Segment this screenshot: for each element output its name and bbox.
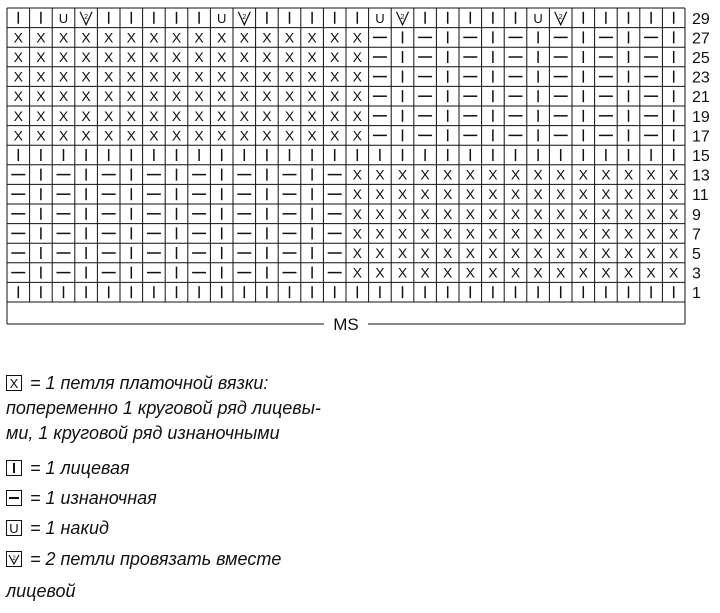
garter-stitch: X — [126, 49, 136, 65]
garter-stitch: X — [307, 49, 317, 65]
knit-two-together-count: 2 — [84, 13, 89, 21]
garter-stitch: X — [601, 225, 611, 242]
garter-stitch: X — [443, 186, 453, 203]
garter-stitch: X — [443, 264, 453, 281]
garter-stitch: X — [533, 205, 543, 222]
garter-stitch: X — [443, 166, 453, 183]
garter-stitch: X — [352, 68, 362, 85]
garter-stitch: X — [239, 127, 249, 144]
garter-stitch: X — [194, 127, 204, 144]
legend-k2tog-line1: = 2 петли провязать вместе — [30, 548, 282, 569]
yarn-over: U — [375, 10, 385, 26]
garter-stitch: X — [81, 29, 91, 46]
garter-stitch: X — [104, 68, 114, 85]
garter-stitch: X — [81, 49, 91, 65]
row-number: 11 — [692, 187, 709, 205]
garter-stitch: X — [330, 88, 340, 105]
garter-stitch: X — [375, 186, 385, 203]
garter-stitch: X — [81, 88, 91, 105]
garter-stitch: X — [36, 68, 46, 85]
garter-stitch: X — [104, 29, 114, 46]
row-number: 21 — [692, 89, 710, 107]
garter-stitch: X — [488, 166, 498, 183]
garter-stitch: X — [375, 225, 385, 242]
row-number: 7 — [692, 226, 701, 244]
garter-stitch: X — [669, 245, 679, 261]
garter-stitch: X — [58, 88, 69, 105]
garter-stitch: X — [262, 107, 272, 124]
garter-stitch: X — [556, 264, 566, 281]
purl-stitch-icon — [6, 490, 22, 506]
garter-stitch: X — [171, 29, 182, 46]
garter-stitch: X — [171, 127, 182, 144]
garter-stitch: X — [217, 127, 227, 144]
garter-stitch: X — [171, 88, 182, 105]
garter-stitch: X — [601, 166, 611, 183]
garter-stitch: X — [36, 127, 46, 144]
garter-stitch: X — [58, 107, 69, 124]
garter-stitch: X — [171, 68, 182, 85]
garter-stitch: X — [646, 225, 656, 242]
garter-stitch: X — [330, 68, 340, 85]
knit-two-together-count: 2 — [400, 13, 405, 21]
legend-knit-text: = 1 лицевая — [30, 457, 130, 478]
garter-stitch: X — [330, 127, 340, 144]
garter-stitch: X — [217, 88, 227, 105]
garter-stitch: X — [352, 107, 362, 124]
garter-stitch: X — [556, 166, 566, 183]
garter-stitch: X — [284, 88, 295, 105]
garter-stitch: X — [149, 127, 159, 144]
garter-stitch: X — [352, 29, 362, 46]
repeat-label: MS — [333, 315, 359, 334]
garter-stitch: X — [465, 205, 475, 222]
yarn-over: U — [217, 10, 227, 26]
garter-stitch: X — [646, 186, 656, 203]
garter-stitch: X — [239, 107, 249, 124]
garter-stitch: X — [510, 225, 521, 242]
garter-stitch: X — [330, 107, 340, 124]
garter-stitch: X — [669, 186, 679, 203]
knit-two-together-icon — [6, 551, 22, 567]
garter-stitch: X — [375, 166, 385, 183]
garter-stitch: X — [646, 205, 656, 222]
garter-stitch: X — [284, 68, 295, 85]
garter-stitch: X — [284, 49, 295, 65]
garter-stitch: X — [239, 29, 249, 46]
row-number: 5 — [692, 246, 701, 263]
garter-stitch: X — [194, 68, 204, 85]
garter-stitch: X — [510, 205, 521, 222]
garter-stitch: X — [262, 29, 272, 46]
legend-garter-line3: ми, 1 круговой ряд изнаночными — [6, 423, 280, 443]
garter-stitch: X — [623, 205, 634, 222]
garter-stitch: X — [420, 205, 430, 222]
garter-stitch: X — [58, 49, 69, 65]
garter-stitch: X — [352, 88, 362, 105]
garter-stitch: X — [307, 68, 317, 85]
legend-k2tog-line2: лицевой — [6, 581, 76, 601]
garter-stitch: X — [13, 127, 23, 144]
garter-stitch: X — [352, 225, 362, 242]
garter-stitch: X — [465, 264, 475, 281]
garter-stitch: X — [443, 225, 453, 242]
garter-stitch: X — [556, 225, 566, 242]
garter-stitch: X — [36, 88, 46, 105]
garter-stitch: X — [307, 127, 317, 144]
garter-stitch: X — [13, 88, 23, 105]
garter-stitch: X — [465, 225, 475, 242]
garter-stitch: X — [601, 205, 611, 222]
garter-stitch: X — [375, 245, 385, 261]
garter-stitch: X — [420, 245, 430, 261]
garter-stitch: X — [420, 225, 430, 242]
garter-stitch: X — [352, 245, 362, 261]
legend-yarn-over-text: = 1 накид — [30, 517, 109, 538]
garter-stitch: X — [104, 107, 114, 124]
garter-stitch: X — [623, 186, 634, 203]
garter-stitch: X — [601, 186, 611, 203]
garter-stitch: X — [217, 68, 227, 85]
garter-stitch: X — [488, 186, 498, 203]
knit-two-together-count: 2 — [558, 13, 563, 21]
garter-stitch: X — [194, 107, 204, 124]
legend-k2tog — [6, 548, 281, 570]
garter-stitch: X — [194, 49, 204, 65]
legend-yarn-over — [6, 517, 109, 539]
garter-stitch: X — [669, 225, 679, 242]
garter-stitch: X — [556, 186, 566, 203]
garter-stitch: X — [126, 127, 136, 144]
garter-stitch: X — [352, 49, 362, 65]
garter-stitch: X — [420, 186, 430, 203]
garter-stitch: X — [646, 264, 656, 281]
garter-stitch: X — [488, 264, 498, 281]
row-number: 3 — [692, 265, 701, 283]
garter-stitch: X — [149, 49, 159, 65]
garter-stitch: X — [13, 68, 23, 85]
garter-stitch: X — [284, 29, 295, 46]
garter-stitch: X — [397, 264, 408, 281]
garter-stitch: X — [126, 88, 136, 105]
garter-stitch: X — [217, 49, 227, 65]
garter-stitch: X — [420, 166, 430, 183]
row-number: 15 — [692, 148, 710, 165]
garter-stitch: X — [330, 29, 340, 46]
row-number: 23 — [692, 69, 710, 87]
legend-garter-line2: попеременно 1 круговой ряд лицевы- — [6, 398, 321, 418]
garter-stitch: X — [217, 107, 227, 124]
garter-stitch: X — [397, 166, 408, 183]
garter-stitch: X — [217, 29, 227, 46]
garter-stitch: X — [397, 205, 408, 222]
row-number: 27 — [692, 30, 710, 48]
yarn-over: U — [533, 10, 543, 26]
knit-two-together-count: 2 — [242, 13, 247, 21]
garter-stitch: X — [262, 88, 272, 105]
garter-stitch: X — [601, 245, 611, 261]
garter-stitch: X — [149, 88, 159, 105]
garter-stitch: X — [307, 107, 317, 124]
garter-stitch: X — [375, 205, 385, 222]
legend-garter-line1: = 1 петля платочной вязки: — [30, 372, 269, 393]
garter-stitch: X — [81, 107, 91, 124]
garter-stitch: X — [465, 166, 475, 183]
garter-stitch: X — [284, 127, 295, 144]
garter-stitch: X — [669, 166, 679, 183]
garter-stitch: X — [352, 166, 362, 183]
yarn-over-icon: U — [6, 520, 22, 536]
garter-stitch: X — [58, 29, 69, 46]
garter-stitch: X — [126, 107, 136, 124]
garter-stitch: X — [104, 127, 114, 144]
row-number: 1 — [692, 285, 701, 303]
garter-stitch: X — [239, 68, 249, 85]
garter-stitch: X — [623, 225, 634, 242]
garter-stitch: X — [104, 88, 114, 105]
garter-stitch: X — [81, 127, 91, 144]
garter-stitch: X — [465, 186, 475, 203]
garter-stitch: X — [465, 245, 475, 261]
garter-stitch: X — [578, 166, 588, 183]
garter-stitch: X — [578, 186, 588, 203]
garter-stitch: X — [171, 107, 182, 124]
garter-stitch: X — [126, 68, 136, 85]
garter-stitch: X — [194, 88, 204, 105]
garter-stitch: X — [578, 264, 588, 281]
garter-stitch: X — [533, 186, 543, 203]
garter-stitch: X — [488, 245, 498, 261]
garter-stitch: X — [58, 68, 69, 85]
legend-purl — [6, 487, 157, 509]
row-number: 9 — [692, 206, 701, 224]
garter-stitch: X — [397, 225, 408, 242]
knit-stitch-icon — [6, 460, 22, 476]
garter-stitch: X — [307, 29, 317, 46]
garter-stitch: X — [58, 127, 69, 144]
garter-stitch: X — [352, 205, 362, 222]
garter-stitch: X — [239, 88, 249, 105]
garter-stitch: X — [36, 107, 46, 124]
legend-garter — [6, 372, 268, 394]
garter-stitch: X — [488, 205, 498, 222]
garter-stitch: X — [556, 245, 566, 261]
garter-stitch: X — [510, 166, 521, 183]
garter-stitch: X — [601, 264, 611, 281]
garter-stitch: X — [81, 68, 91, 85]
row-number: 29 — [692, 10, 710, 28]
garter-stitch: X — [13, 29, 23, 46]
garter-stitch-icon: X — [6, 375, 22, 391]
garter-stitch: X — [375, 264, 385, 281]
garter-stitch: X — [352, 264, 362, 281]
garter-stitch: X — [194, 29, 204, 46]
legend-purl-text: = 1 изнаночная — [30, 487, 157, 508]
garter-stitch: X — [669, 264, 679, 281]
row-number: 17 — [692, 128, 710, 146]
garter-stitch: X — [239, 49, 249, 65]
garter-stitch: X — [556, 205, 566, 222]
garter-stitch: X — [510, 245, 521, 261]
garter-stitch: X — [397, 245, 408, 261]
svg-text:2: 2 — [12, 556, 16, 562]
garter-stitch: X — [284, 107, 295, 124]
garter-stitch: X — [578, 245, 588, 261]
garter-stitch: X — [578, 225, 588, 242]
garter-stitch: X — [149, 68, 159, 85]
garter-stitch: X — [352, 127, 362, 144]
garter-stitch: X — [488, 225, 498, 242]
garter-stitch: X — [262, 49, 272, 65]
row-number: 13 — [692, 167, 710, 185]
garter-stitch: X — [13, 49, 23, 65]
garter-stitch: X — [352, 186, 362, 203]
garter-stitch: X — [104, 49, 114, 65]
garter-stitch: X — [646, 166, 656, 183]
garter-stitch: X — [397, 186, 408, 203]
garter-stitch: X — [646, 245, 656, 261]
garter-stitch: X — [623, 166, 634, 183]
garter-stitch: X — [149, 29, 159, 46]
garter-stitch: X — [307, 88, 317, 105]
garter-stitch: X — [510, 264, 521, 281]
garter-stitch: X — [171, 49, 182, 65]
garter-stitch: X — [623, 264, 634, 281]
garter-stitch: X — [533, 166, 543, 183]
garter-stitch: X — [13, 107, 23, 124]
garter-stitch: X — [623, 245, 634, 261]
legend-knit — [6, 457, 130, 479]
yarn-over: U — [58, 10, 69, 26]
garter-stitch: X — [149, 107, 159, 124]
row-number: 19 — [692, 108, 710, 126]
garter-stitch: X — [533, 225, 543, 242]
garter-stitch: X — [262, 68, 272, 85]
garter-stitch: X — [510, 186, 521, 203]
garter-stitch: X — [420, 264, 430, 281]
garter-stitch: X — [533, 245, 543, 261]
garter-stitch: X — [533, 264, 543, 281]
garter-stitch: X — [330, 49, 340, 65]
garter-stitch: X — [578, 205, 588, 222]
garter-stitch: X — [36, 29, 46, 46]
garter-stitch: X — [443, 245, 453, 261]
garter-stitch: X — [262, 127, 272, 144]
garter-stitch: X — [126, 29, 136, 46]
garter-stitch: X — [669, 205, 679, 222]
garter-stitch: X — [443, 205, 453, 222]
row-number: 25 — [692, 50, 710, 67]
garter-stitch: X — [36, 49, 46, 65]
